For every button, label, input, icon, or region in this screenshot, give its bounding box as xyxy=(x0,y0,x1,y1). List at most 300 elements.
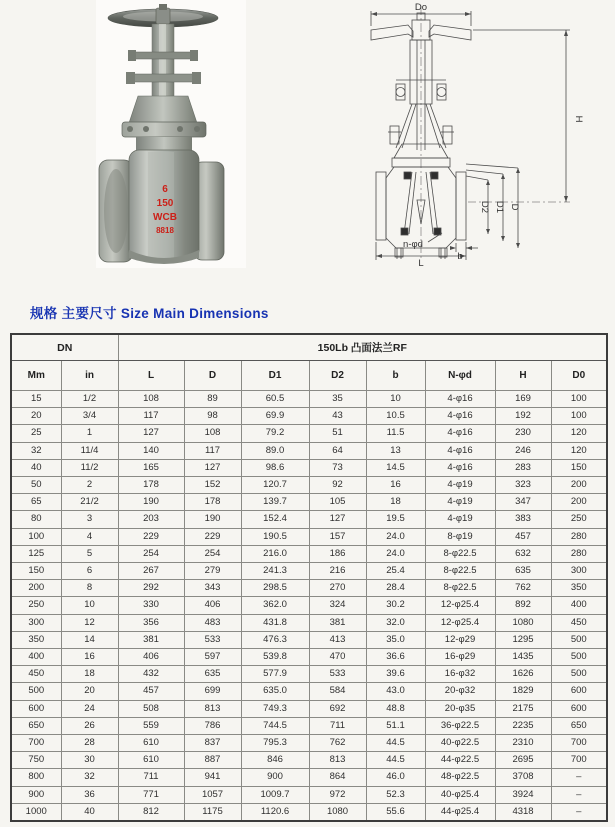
table-cell: 8-φ22.5 xyxy=(425,563,495,580)
table-cell: 13 xyxy=(366,442,425,459)
table-cell: – xyxy=(551,803,607,821)
table-cell: 117 xyxy=(118,408,184,425)
table-cell: 4-φ19 xyxy=(425,494,495,511)
table-cell: 254 xyxy=(184,545,241,562)
table-cell: 837 xyxy=(184,735,241,752)
table-cell: 19.5 xyxy=(366,511,425,528)
table-cell: 139.7 xyxy=(241,494,309,511)
table-cell: 500 xyxy=(11,683,61,700)
table-cell: 941 xyxy=(184,769,241,786)
table-cell: 4-φ16 xyxy=(425,425,495,442)
column-header: in xyxy=(61,361,118,391)
table-cell: 30.2 xyxy=(366,597,425,614)
table-cell: 786 xyxy=(184,717,241,734)
table-cell: 470 xyxy=(309,649,366,666)
table-cell: 14 xyxy=(61,631,118,648)
table-cell: 892 xyxy=(495,597,551,614)
table-row xyxy=(11,442,607,459)
table-group-header-row xyxy=(11,334,607,361)
table-cell: 300 xyxy=(11,614,61,631)
table-cell: 89.0 xyxy=(241,442,309,459)
table-cell: 699 xyxy=(184,683,241,700)
table-cell: 2 xyxy=(61,477,118,494)
table-cell: 32 xyxy=(11,442,61,459)
table-cell: 4-φ16 xyxy=(425,459,495,476)
table-cell: 11/2 xyxy=(61,459,118,476)
table-row xyxy=(11,631,607,648)
dim-label-b: b xyxy=(457,251,463,262)
table-cell: 200 xyxy=(551,477,607,494)
table-cell: 700 xyxy=(551,752,607,769)
dimensions-table xyxy=(10,333,608,822)
column-header: D2 xyxy=(309,361,366,391)
column-header: L xyxy=(118,361,184,391)
table-cell: 230 xyxy=(495,425,551,442)
table-cell: 250 xyxy=(11,597,61,614)
table-cell: 3924 xyxy=(495,786,551,803)
marking-class: 150 xyxy=(156,198,174,209)
table-cell: 1057 xyxy=(184,786,241,803)
table-cell: 65 xyxy=(11,494,61,511)
table-cell: 330 xyxy=(118,597,184,614)
table-cell: 12-φ25.4 xyxy=(425,614,495,631)
table-cell: 229 xyxy=(118,528,184,545)
table-cell: 343 xyxy=(184,580,241,597)
table-cell: 98.6 xyxy=(241,459,309,476)
table-cell: 413 xyxy=(309,631,366,648)
table-cell: 186 xyxy=(309,545,366,562)
table-cell: 241.3 xyxy=(241,563,309,580)
table-cell: 203 xyxy=(118,511,184,528)
table-cell: 2695 xyxy=(495,752,551,769)
table-cell: 44-φ25.4 xyxy=(425,803,495,821)
table-cell: 476.3 xyxy=(241,631,309,648)
table-cell: 900 xyxy=(241,769,309,786)
table-cell: 400 xyxy=(11,649,61,666)
table-cell: 11/4 xyxy=(61,442,118,459)
table-row xyxy=(11,700,607,717)
table-row xyxy=(11,511,607,528)
table-cell: 16 xyxy=(366,477,425,494)
table-cell: 1009.7 xyxy=(241,786,309,803)
column-header: D1 xyxy=(241,361,309,391)
table-cell: 381 xyxy=(118,631,184,648)
table-cell: 190 xyxy=(118,494,184,511)
table-cell: 1000 xyxy=(11,803,61,821)
table-cell: 14.5 xyxy=(366,459,425,476)
dim-label-d1: D1 xyxy=(494,200,505,214)
table-cell: 24.0 xyxy=(366,528,425,545)
table-cell: 700 xyxy=(551,735,607,752)
table-cell: 35.0 xyxy=(366,631,425,648)
table-cell: 100 xyxy=(11,528,61,545)
table-cell: 972 xyxy=(309,786,366,803)
table-cell: 381 xyxy=(309,614,366,631)
table-cell: 406 xyxy=(118,649,184,666)
table-cell: 92 xyxy=(309,477,366,494)
table-cell: 35 xyxy=(309,391,366,408)
table-cell: 8-φ22.5 xyxy=(425,545,495,562)
table-cell: 127 xyxy=(309,511,366,528)
dim-label-nd: n-φd xyxy=(403,239,423,250)
table-cell: 600 xyxy=(11,700,61,717)
table-cell: 20 xyxy=(61,683,118,700)
table-cell: 51.1 xyxy=(366,717,425,734)
table-cell: 50 xyxy=(11,477,61,494)
table-cell: 10 xyxy=(61,597,118,614)
table-cell: 279 xyxy=(184,563,241,580)
table-cell: 24.0 xyxy=(366,545,425,562)
table-cell: 457 xyxy=(495,528,551,545)
table-cell: 267 xyxy=(118,563,184,580)
column-header: Mm xyxy=(11,361,61,391)
table-cell: 292 xyxy=(118,580,184,597)
table-cell: 25.4 xyxy=(366,563,425,580)
table-cell: 4-φ19 xyxy=(425,477,495,494)
table-cell: 1120.6 xyxy=(241,803,309,821)
table-cell: 600 xyxy=(551,700,607,717)
table-cell: 610 xyxy=(118,735,184,752)
table-cell: 98 xyxy=(184,408,241,425)
table-cell: 15 xyxy=(11,391,61,408)
table-cell: 1829 xyxy=(495,683,551,700)
table-cell: 750 xyxy=(11,752,61,769)
table-body xyxy=(11,391,607,822)
table-cell: 150 xyxy=(11,563,61,580)
table-cell: 597 xyxy=(184,649,241,666)
table-cell: 2310 xyxy=(495,735,551,752)
table-row xyxy=(11,597,607,614)
table-cell: 500 xyxy=(551,649,607,666)
table-cell: 12-φ29 xyxy=(425,631,495,648)
table-cell: 280 xyxy=(551,528,607,545)
table-cell: 632 xyxy=(495,545,551,562)
table-cell: 6 xyxy=(61,563,118,580)
column-header: D0 xyxy=(551,361,607,391)
table-column-header-row xyxy=(11,361,607,391)
table-cell: 4-φ16 xyxy=(425,391,495,408)
table-cell: 577.9 xyxy=(241,666,309,683)
table-cell: 246 xyxy=(495,442,551,459)
table-cell: 3 xyxy=(61,511,118,528)
table-cell: 533 xyxy=(184,631,241,648)
table-cell: 1080 xyxy=(309,803,366,821)
table-cell: 157 xyxy=(309,528,366,545)
table-cell: 18 xyxy=(366,494,425,511)
table-cell: 169 xyxy=(495,391,551,408)
table-cell: 2175 xyxy=(495,700,551,717)
table-cell: 44.5 xyxy=(366,735,425,752)
table-cell: 16-φ29 xyxy=(425,649,495,666)
table-cell: 178 xyxy=(184,494,241,511)
table-cell: 508 xyxy=(118,700,184,717)
table-cell: 610 xyxy=(118,752,184,769)
table-cell: 800 xyxy=(11,769,61,786)
table-cell: – xyxy=(551,769,607,786)
table-cell: 32.0 xyxy=(366,614,425,631)
table-cell: 16 xyxy=(61,649,118,666)
table-cell: 120.7 xyxy=(241,477,309,494)
table-cell: 20 xyxy=(11,408,61,425)
table-cell: 11.5 xyxy=(366,425,425,442)
table-cell: 8-φ22.5 xyxy=(425,580,495,597)
table-cell: 20-φ32 xyxy=(425,683,495,700)
table-row xyxy=(11,494,607,511)
table-row xyxy=(11,459,607,476)
table-cell: 200 xyxy=(11,580,61,597)
table-cell: 347 xyxy=(495,494,551,511)
table-cell: 4-φ19 xyxy=(425,511,495,528)
table-cell: 795.3 xyxy=(241,735,309,752)
table-cell: 20-φ35 xyxy=(425,700,495,717)
table-cell: 1175 xyxy=(184,803,241,821)
table-cell: 51 xyxy=(309,425,366,442)
table-cell: 165 xyxy=(118,459,184,476)
table-cell: 1626 xyxy=(495,666,551,683)
table-cell: 190 xyxy=(184,511,241,528)
table-cell: 36-φ22.5 xyxy=(425,717,495,734)
table-cell: 216 xyxy=(309,563,366,580)
table-cell: 4 xyxy=(61,528,118,545)
dim-label-d2: D2 xyxy=(479,200,490,214)
table-cell: 584 xyxy=(309,683,366,700)
valve-drawing xyxy=(338,0,610,268)
table-cell: 12 xyxy=(61,614,118,631)
table-cell: 300 xyxy=(551,563,607,580)
table-cell: 4318 xyxy=(495,803,551,821)
table-cell: 108 xyxy=(118,391,184,408)
table-cell: 400 xyxy=(551,597,607,614)
table-cell: 650 xyxy=(551,717,607,734)
table-cell: 43.0 xyxy=(366,683,425,700)
table-cell: 108 xyxy=(184,425,241,442)
table-cell: 280 xyxy=(551,545,607,562)
column-header: b xyxy=(366,361,425,391)
table-cell: 635.0 xyxy=(241,683,309,700)
table-cell: 192 xyxy=(495,408,551,425)
table-cell: 73 xyxy=(309,459,366,476)
table-cell: 39.6 xyxy=(366,666,425,683)
table-cell: 127 xyxy=(118,425,184,442)
table-cell: 21/2 xyxy=(61,494,118,511)
table-cell: 500 xyxy=(551,631,607,648)
table-cell: 80 xyxy=(11,511,61,528)
table-cell: 44-φ22.5 xyxy=(425,752,495,769)
table-cell: 539.8 xyxy=(241,649,309,666)
table-cell: 254 xyxy=(118,545,184,562)
table-cell: 100 xyxy=(551,408,607,425)
table-cell: 229 xyxy=(184,528,241,545)
dim-label-l: L xyxy=(418,258,424,268)
table-cell: 350 xyxy=(11,631,61,648)
table-cell: 559 xyxy=(118,717,184,734)
table-cell: 127 xyxy=(184,459,241,476)
table-cell: 900 xyxy=(11,786,61,803)
table-cell: 692 xyxy=(309,700,366,717)
table-cell: 362.0 xyxy=(241,597,309,614)
table-cell: 762 xyxy=(309,735,366,752)
table-row xyxy=(11,752,607,769)
table-cell: 771 xyxy=(118,786,184,803)
table-cell: 10.5 xyxy=(366,408,425,425)
table-cell: 79.2 xyxy=(241,425,309,442)
table-cell: 8 xyxy=(61,580,118,597)
table-cell: 711 xyxy=(309,717,366,734)
table-cell: 283 xyxy=(495,459,551,476)
dim-label-d: D xyxy=(509,203,520,211)
table-cell: 125 xyxy=(11,545,61,562)
table-cell: 1/2 xyxy=(61,391,118,408)
table-row xyxy=(11,425,607,442)
table-cell: 5 xyxy=(61,545,118,562)
group-header-flange: 150Lb 凸面法兰RF xyxy=(118,334,607,361)
table-cell: 150 xyxy=(551,459,607,476)
table-cell: 250 xyxy=(551,511,607,528)
table-cell: 744.5 xyxy=(241,717,309,734)
table-cell: 2235 xyxy=(495,717,551,734)
marking-material: WCB xyxy=(153,212,177,223)
table-row xyxy=(11,803,607,821)
group-header-dn: DN xyxy=(11,334,118,361)
table-row xyxy=(11,666,607,683)
table-cell: 1295 xyxy=(495,631,551,648)
table-cell: 431.8 xyxy=(241,614,309,631)
table-cell: 864 xyxy=(309,769,366,786)
table-cell: 117 xyxy=(184,442,241,459)
table-row xyxy=(11,786,607,803)
table-cell: 120 xyxy=(551,425,607,442)
table-cell: 3/4 xyxy=(61,408,118,425)
table-row xyxy=(11,408,607,425)
table-cell: 812 xyxy=(118,803,184,821)
table-row xyxy=(11,528,607,545)
table-cell: 298.5 xyxy=(241,580,309,597)
table-cell: 48-φ22.5 xyxy=(425,769,495,786)
table-cell: – xyxy=(551,786,607,803)
table-cell: 26 xyxy=(61,717,118,734)
table-cell: 40 xyxy=(11,459,61,476)
table-cell: 30 xyxy=(61,752,118,769)
table-cell: 152.4 xyxy=(241,511,309,528)
table-cell: 3708 xyxy=(495,769,551,786)
table-cell: 650 xyxy=(11,717,61,734)
table-cell: 700 xyxy=(11,735,61,752)
table-cell: 600 xyxy=(551,683,607,700)
table-cell: 100 xyxy=(551,391,607,408)
table-cell: 40-φ22.5 xyxy=(425,735,495,752)
dim-label-h: H xyxy=(573,115,584,123)
table-cell: 324 xyxy=(309,597,366,614)
table-cell: 749.3 xyxy=(241,700,309,717)
gate-valve-section-drawing xyxy=(338,0,610,268)
table-cell: 46.0 xyxy=(366,769,425,786)
table-row xyxy=(11,769,607,786)
table-cell: 450 xyxy=(551,614,607,631)
table-cell: 1435 xyxy=(495,649,551,666)
page-title: 规格 主要尺寸 Size Main Dimensions xyxy=(30,306,269,321)
table-cell: 89 xyxy=(184,391,241,408)
table-cell: 48.8 xyxy=(366,700,425,717)
marking-size: 6 xyxy=(162,184,168,195)
table-cell: 500 xyxy=(551,666,607,683)
table-cell: 4-φ16 xyxy=(425,408,495,425)
table-cell: 10 xyxy=(366,391,425,408)
table-cell: 813 xyxy=(309,752,366,769)
table-cell: 635 xyxy=(495,563,551,580)
column-header: N-φd xyxy=(425,361,495,391)
table-cell: 635 xyxy=(184,666,241,683)
table-cell: 44.5 xyxy=(366,752,425,769)
marking-code: 8818 xyxy=(156,226,174,235)
table-cell: 457 xyxy=(118,683,184,700)
table-cell: 216.0 xyxy=(241,545,309,562)
table-cell: 16-φ32 xyxy=(425,666,495,683)
table-cell: 55.6 xyxy=(366,803,425,821)
table-row xyxy=(11,545,607,562)
table-cell: 383 xyxy=(495,511,551,528)
table-cell: 152 xyxy=(184,477,241,494)
table-row xyxy=(11,563,607,580)
table-cell: 105 xyxy=(309,494,366,511)
table-row xyxy=(11,717,607,734)
table-cell: 28.4 xyxy=(366,580,425,597)
table-cell: 483 xyxy=(184,614,241,631)
table-row xyxy=(11,614,607,631)
column-header: H xyxy=(495,361,551,391)
table-cell: 36.6 xyxy=(366,649,425,666)
gate-valve-photo-illustration xyxy=(96,0,246,268)
valve-photo xyxy=(96,0,246,268)
table-cell: 356 xyxy=(118,614,184,631)
table-cell: 60.5 xyxy=(241,391,309,408)
table-cell: 140 xyxy=(118,442,184,459)
table-cell: 24 xyxy=(61,700,118,717)
table-cell: 43 xyxy=(309,408,366,425)
table-cell: 28 xyxy=(61,735,118,752)
table-cell: 270 xyxy=(309,580,366,597)
table-cell: 350 xyxy=(551,580,607,597)
table-cell: 69.9 xyxy=(241,408,309,425)
table-row xyxy=(11,649,607,666)
table-row xyxy=(11,477,607,494)
table-cell: 1 xyxy=(61,425,118,442)
table-cell: 846 xyxy=(241,752,309,769)
table-cell: 711 xyxy=(118,769,184,786)
table-cell: 40-φ25.4 xyxy=(425,786,495,803)
table-cell: 40 xyxy=(61,803,118,821)
table-row xyxy=(11,683,607,700)
table-cell: 36 xyxy=(61,786,118,803)
table-cell: 533 xyxy=(309,666,366,683)
table-cell: 200 xyxy=(551,494,607,511)
table-cell: 432 xyxy=(118,666,184,683)
table-cell: 762 xyxy=(495,580,551,597)
table-cell: 52.3 xyxy=(366,786,425,803)
table-cell: 406 xyxy=(184,597,241,614)
table-row xyxy=(11,391,607,408)
dim-label-do: Do xyxy=(414,2,428,13)
table-cell: 18 xyxy=(61,666,118,683)
table-cell: 813 xyxy=(184,700,241,717)
table-cell: 887 xyxy=(184,752,241,769)
column-header: D xyxy=(184,361,241,391)
table-cell: 190.5 xyxy=(241,528,309,545)
table-cell: 323 xyxy=(495,477,551,494)
table-cell: 25 xyxy=(11,425,61,442)
table-cell: 8-φ19 xyxy=(425,528,495,545)
table-cell: 12-φ25.4 xyxy=(425,597,495,614)
table-cell: 32 xyxy=(61,769,118,786)
